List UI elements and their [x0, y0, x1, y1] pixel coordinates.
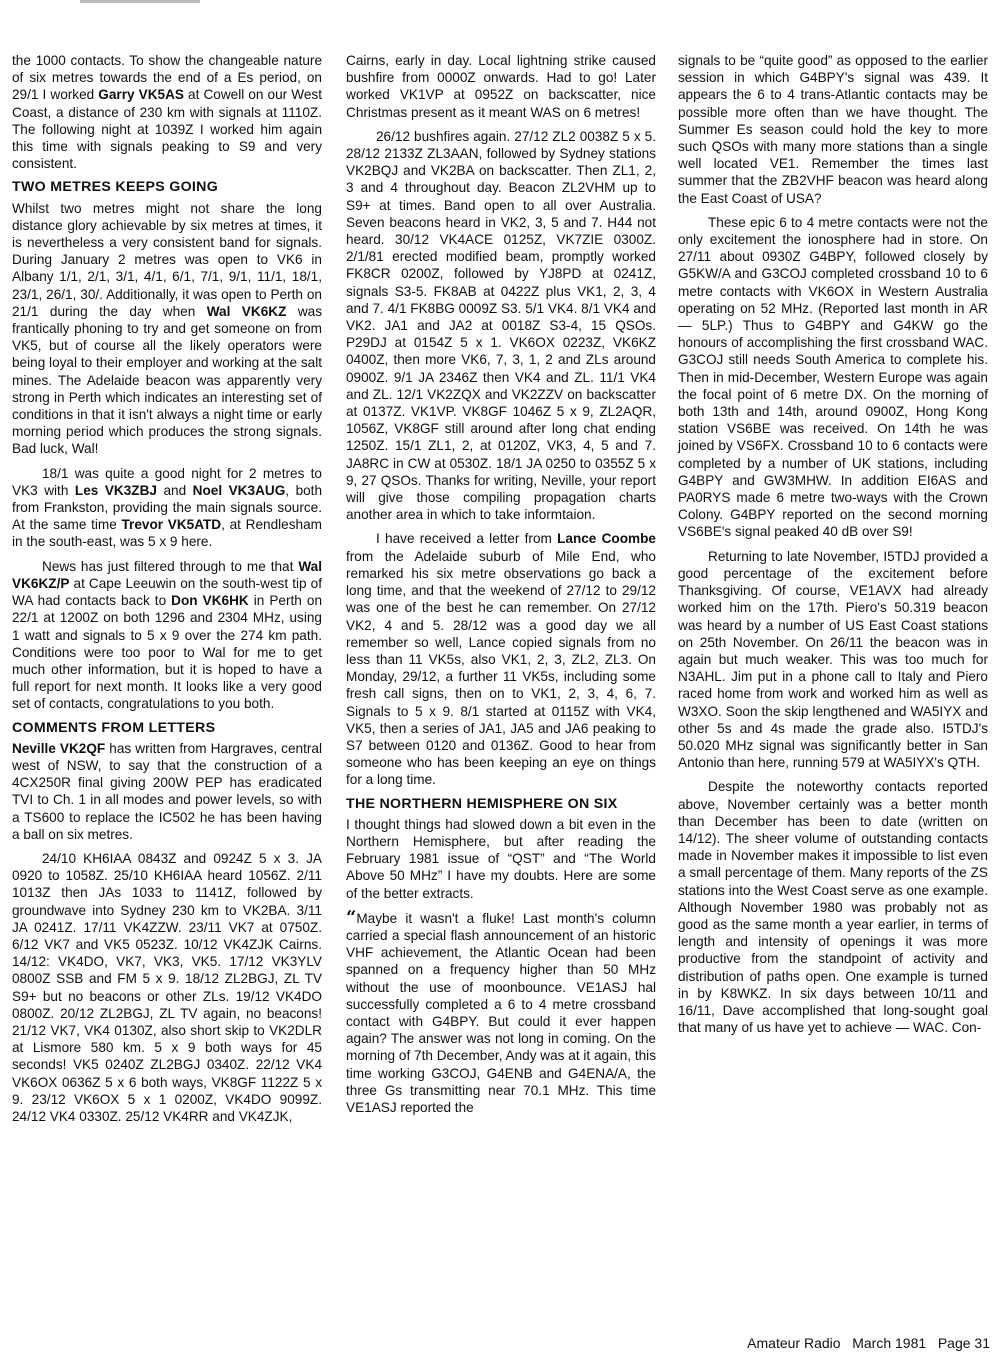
paragraph-log-part1: 24/10 KH6IAA 0843Z and 0924Z 5 x 3. JA 0920 to 1058Z. 25/10 KH6IAA heard 1056Z. 2/11 1013Z then JAs 1033 to 1141Z, followed by groundwave into Sydney 230 km to VK2BA. 3/11 JA 0241Z. 17/11 VK4ZZW. 23/11 VK7 at 0750Z. 6/12 VK7 and VK5 0523Z. 10/12 VK4ZJK Cairns. 14/12: VK4DO, VK7, VK3, VK5. 17/12 VK3YLV 0800Z SSB and FM 5 x 9. 18/12 ZL2BGJ, ZL TV S9+ but no beacons or other ZLs. 19/12 VK4DO 0800Z. 20/12 ZL2BGJ, ZL TV again, no beacons! 21/12 VK7, VK4 0130Z, also short skip to VK2DLR at Lismore 580 km. 5 x 9 both ways for 45 seconds! VK5 0240Z ZL2BGJ 0340Z. 22/12 VK4 VK6OX 0636Z 5 x 6 both ways, VK8GF 1122Z 5 x 9. 23/12 VK6OX 5 x 1 0200Z, VK4DO 9099Z. 24/12 VK4 0330Z. 25/12 VK4RR and VK4ZJK,: [12, 850, 322, 1124]
heading-comments-letters: COMMENTS FROM LETTERS: [12, 719, 216, 736]
quote-qst-extract: “Maybe it wasn't a fluke! Last month's column carried a special flash announcement of an historic VHF achievement, the Atlantic Ocean had been spanned on a frequency higher than 50 MHz without the use of moonbounce. VE1ASJ hal successfully completed a 6 to 4 metre crossband contact with G4BPY. But could it ever happen again? The answer was not long in coming. On the morning of 7th December, Andy was at it again, this time working G3COJ, G4ENB and G4ENA/A, the three Gs transmitting near 70.1 MHz. This time VE1ASJ reported the: [346, 906, 656, 1115]
footer-issue: March 1981: [852, 1335, 927, 1351]
heading-northern-hemisphere: THE NORTHERN HEMISPHERE ON SIX: [346, 795, 618, 812]
quote-mark: “: [346, 906, 357, 928]
paragraph-epic-contacts: These epic 6 to 4 metre contacts were not the only excitement the ionosphere had in store. On 27/11 about 0930Z G4BPY, followed closely by G5KW/A and G3COJ completed crossband 10 to 6 metre contacts with VK6OX in Western Australia operating on 52 MHz. (Reported last month in AR — 5LP.) Thus to G4BPY and G4KW go the honours of accomplishing the first crossband WAC. G3COJ still needs South America to complete his. Then in mid-December, Western Europe was again the focal point of 6 metre DX. On the morning of both 13th and 14th, around 0900Z, Hong Kong station VS6BE was received. On 14th he was joined by VS6FX. Crossband 10 to 6 contacts were completed by a number of UK stations, including G4BPY and GW3MHW. In addition EI6AS and PA0RYS made 6 metre two-ways with the Crown Colony. G4BPY reported on the second morning VS6BE's signal peaked 40 dB over S9!: [678, 214, 988, 540]
page-footer: [640, 1335, 990, 1351]
top-edge-mark: [80, 0, 200, 3]
column-1: [12, 52, 322, 1132]
paragraph-northern-intro: I thought things had slowed down a bit even in the Northern Hemisphere, but after reading the February 1981 issue of “QST” and “The World Above 50 MHz” I have my doubts. Here are some of the better extracts.: [346, 816, 656, 901]
paragraph-neville-letter: Neville VK2QF has written from Hargraves, central west of NSW, to say that the construction of a 4CX250R final giving 200W PEP has eradicated TVI to Ch. 1 in all modes and power levels, so with a TS600 to replace the IC502 he has been having a ball on six metres.: [12, 740, 322, 842]
heading-two-metres: TWO METRES KEEPS GOING: [12, 179, 219, 196]
paragraph-i5tdj: Returning to late November, I5TDJ provided a good percentage of the excitement before Thanksgiving. Of course, VE1AVX had already worked him on the 17th. Piero's 50.319 beacon was heard by a number of US East Coast stations on 25th November. On 26/11 the beacon was in again but much weaker. This was too much for N3AHL. Jim put in a phone call to Italy and Piero raced home from work and worked him as well as W3XO. Soon the skip lengthened and WA5IYX and other 5s and 4s made the grade also. I5TDJ's 50.020 MHz signal was significantly better in San Antonio than here, running 579 at WA5IYX's QTH.: [678, 548, 988, 771]
paragraph-contacts-vk5as: the 1000 contacts. To show the changeable nature of six metres towards the end of a Es period, on 29/1 I worked Garry VK5AS at Cowell on our West Coast, a distance of 230 km with signals at 1110Z. The following night at 1039Z I worked him again this time with signals peaking to S9 and very consistent.: [12, 53, 322, 172]
footer-publication: Amateur Radio: [747, 1335, 841, 1351]
paragraph-lance-coombe: I have received a letter from Lance Coombe from the Adelaide suburb of Mile End, who remarked his six metre observations go back a long time, and that the weekend of 27/12 to 29/12 was one of the best he can remember. On 27/12 VK2, 4 and 5. 28/12 was a good day we all remember so well, Lance copied signals from no less than 11 VK5s, also VK1, 2, 3, ZL2, ZL3. On Monday, 29/12, a further 11 VK5s, including some fresh call signs, then on to VK1, 2, 3, 4, 6, 7. Signals to 5 x 9. 8/1 started at 0115Z with VK4, VK5, then a series of JA1, JA5 and JA6 peaking to S7 between 0120 and 0136Z. Good to hear from someone who has been keeping an eye on things for a long time.: [346, 531, 656, 788]
column-2: [346, 52, 656, 1123]
footer-page-number: Page 31: [937, 1335, 990, 1351]
paragraph-log-part2: Cairns, early in day. Local lightning strike caused bushfire from 0000Z onwards. Had to go! Later worked VK1VP at 0952Z on backscatter, nice Christmas present as it meant WAS on 6 metres!: [346, 53, 656, 120]
column-3: [678, 52, 988, 1043]
paragraph-november: Despite the noteworthy contacts reported above, November certainly was a better month than December has been to date (written on 14/12). The sheer volume of outstanding contacts made in November makes it impossible to list even a small percentage of them. Many reports of the ZS stations into the West Coast serve as one example. Although November 1980 was probably not as good as the same month a year earlier, in terms of length and intensity of openings it was more productive from the standpoint of activity and distribution of paths open. One example is turned in by K8WKZ. In six days between 10/11 and 16/11, Dave accomplished that long-sought goal that many of us have yet to achieve — WAC. Con-: [678, 779, 988, 1036]
paragraph-log-part3: 26/12 bushfires again. 27/12 ZL2 0038Z 5 x 5. 28/12 2133Z ZL3AAN, followed by Sydney stations VK2BQJ and VK2BA on backscatter. Then ZL1, 2, 3 and 4 throughout day. Beacon ZL2VHM up to S9+ at times. Band open to all over Australia. Seven beacons heard in VK2, 3, 5 and 7. H44 not heard. 30/12 VK4ACE 0125Z, VK7ZIE 0300Z. 2/1/81 erected modified beam, promptly worked FK8CR 0200Z, followed by YJ8PD at 0241Z, signals S3-5. FK8AB at 0422Z plus VK1, 2, 3, 4 and 7. 4/1 FK8BG 0009Z S3. 5/1 VK4. 8/1 VK4 and VK2. JA1 and JA2 at 0018Z S3-4, 15 QSOs. P29DJ at 0154Z 5 x 1. VK6OX 0223Z, VK6KZ 0400Z, then more VK6, 7, 3, 1, 2 and ZLs around 0900Z. 9/1 JA 2346Z then VK4 and ZL. 11/1 VK4 and ZL. 12/1 VK2ZQX and VK2ZZV on backscatter at 0137Z. VK1VP. VK8GF 1046Z 5 x 9, ZL2AQR, 1056Z, VK8GF still around after long chat ending 1250Z. 15/1 ZL1, 2, at 0120Z, VK3, 4, 5 and 7. JA8RC in CW at 0530Z. 18/1 JA 0250 to 0355Z 5 x 9, 27 QSOs. Thanks for writing, Neville, your report will give those compiling propagation charts another area in which to take informtaion.: [346, 128, 656, 523]
paragraph-quote-continued: signals to be “quite good” as opposed to the earlier session in which G4BPY's signal was 439. It appears the 6 to 4 trans-Atlantic contacts may be possible more often than we have thought. The Summer Es season could hold the key to more such QSOs with many more stations than a single well located VE1. Remember the times last summer that the ZB2VHF beacon was heard along the East Coast of USA?: [678, 53, 988, 206]
paragraph-two-metres: Whilst two metres might not share the long distance glory achievable by six metres at times, it is nevertheless a very consistent band for signals. During January 2 metres was open to VK6 in Albany 1/1, 2/1, 3/1, 4/1, 6/1, 7/1, 9/1, 11/1, 18/1, 23/1, 26/1, 30/. Additionally, it was open to Perth on 21/1 during the day when Wal VK6KZ was frantically phoning to try and get someone on from VK5, but of course all the likely operators were being loyal to their employer and working at the salt mines. The Adelaide beacon was apparently very strong in Perth which indicates an interesting set of conditions in that it isn't always a night time or early morning period which produces the strong signals. Bad luck, Wal!: [12, 200, 322, 457]
paragraph-cape-leeuwin: News has just filtered through to me that Wal VK6KZ/P at Cape Leeuwin on the south-west tip of WA had contacts back to Don VK6HK in Perth on 22/1 at 1200Z on both 1296 and 2304 MHz, using 1 watt and signals to 5 x 9 over the 274 km path. Conditions were too poor to Wal for me to get much other information, but it is hoped to have a full report for next month. It looks like a very good set of contacts, congratulations to you both.: [12, 558, 323, 712]
paragraph-vk3-night: 18/1 was quite a good night for 2 metres to VK3 with Les VK3ZBJ and Noel VK3AUG, both from Frankston, providing the main signals source. At the same time Trevor VK5ATD, at Rendlesham in the south-east, was 5 x 9 here.: [12, 465, 323, 550]
